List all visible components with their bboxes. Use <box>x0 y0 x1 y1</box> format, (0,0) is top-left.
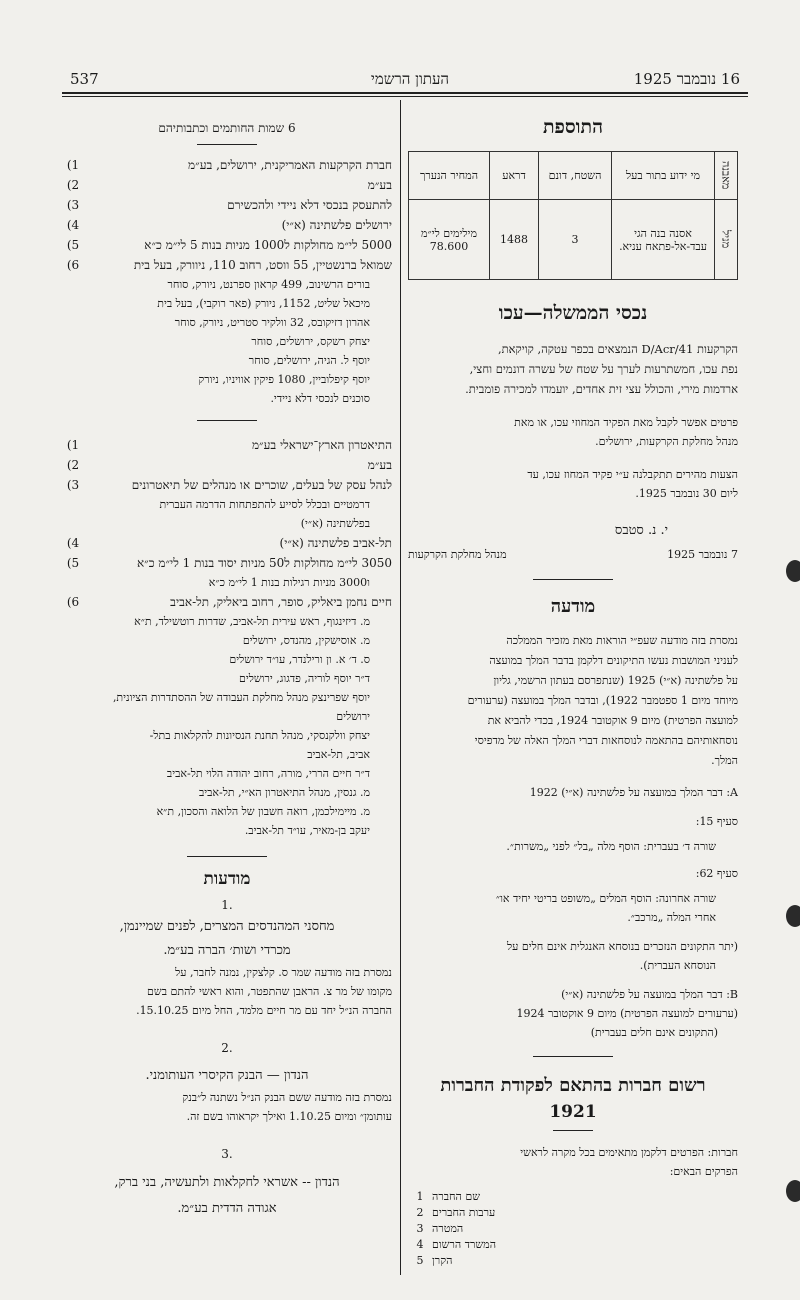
addendum-table <box>408 151 738 280</box>
header-date: 16 נובמבר 1925 <box>633 70 740 88</box>
body-line: ליום 30 נובמבר 1925. <box>635 487 738 500</box>
list-item: 5) 5000 לי״מ מחולקות ל1000 מניות בנות 5 לי״מ כ״א <box>66 238 392 252</box>
list-item: 3) לנהל עסק של בעלים, שוכרים או מנהלים של תיאטרונים <box>66 478 392 492</box>
table-header: המחיר הנערך <box>409 152 490 200</box>
clause-62-text: אחרי המלה „מרכב״. <box>627 911 716 924</box>
signatory-line: יוסף ל. הגיה, ירושלים, סוחר <box>248 354 370 367</box>
right-column <box>408 110 738 1269</box>
notices-block <box>62 869 392 1222</box>
notice-number: .1 <box>221 898 233 912</box>
header-rule-thin <box>62 96 748 97</box>
registry-item: 4 המשרד הרשום <box>416 1238 497 1251</box>
body-line: נמסרת בזה מודעה שעפ״י הוראות מאת מזכיר הממלכה <box>506 634 738 647</box>
body-line: ארדמות מירי, והכולל עצי זית אחדים, יועמדו למכירה פומבית. <box>465 382 738 396</box>
rest-note: (יתר התקונים הנזכרים בנוסחא האנגלית אינם חלים על <box>507 940 738 953</box>
notices-title: מודעות <box>203 869 251 889</box>
list-item: 2) בע״מ <box>66 458 392 472</box>
signatories-heading: 6 שמות החותמים וכתבותיהם <box>158 121 296 135</box>
signatory-line: בורים הרשינוב, 499 קראון ספרנט, ניורק, סוחר <box>167 278 370 291</box>
amendment-b: (התקונים אינם חלים בעברית) <box>590 1026 718 1039</box>
list-item: 3) להתעסק בנכסי דלא ניידי ולהכשירם <box>66 198 392 212</box>
notice-body-line: נמסרת בזה מודעה ששם הבנק הנ״ל נשתנה ל״בנק <box>182 1091 392 1104</box>
table-header: השטח, דונם <box>539 152 612 200</box>
registry-intro: חברות: הפרטים דלקמן מתאימים בכל מקרה לראשי <box>520 1146 738 1159</box>
table-header: מי ידוע בתור בעל <box>612 152 715 200</box>
binding-hole-mark <box>786 1180 800 1202</box>
signatory-line: יצחק רשקס, ירושלים, סוחר <box>251 335 370 348</box>
list-item: 1) חברת הקרקעות האמריקנית, ירושלים, בע״מ <box>66 158 392 172</box>
signatory-line: יצחק וולקנסקי, מנהל תחנת הנסיונות להקלאות בתל- <box>149 729 370 742</box>
registry-intro: הפרקים הבאים: <box>669 1165 738 1178</box>
notice-heading: הנדון — הבנק הקיסרי העותומני. <box>145 1068 309 1083</box>
signatory-line: אביב, תל-אביב <box>307 748 370 761</box>
list-item: 4) תל-אביב פלשתינה (א״י) <box>66 536 392 550</box>
header-rule <box>62 92 748 94</box>
journal-title: העתון הרשמי <box>370 70 450 88</box>
registry-item: 2 ערבות החברים <box>416 1206 496 1219</box>
table-cell: 1488 <box>490 200 539 280</box>
section-rule <box>533 1056 613 1057</box>
list-item: 6) חיים נחמן ביאליק, סופר, רחוב ביאליק, תל-אביב <box>66 595 392 609</box>
heading-rule <box>197 144 257 145</box>
signatory-line: ד״ר יוסף לוריה, פדגוג, ירושלים <box>239 672 370 685</box>
clause-62: סעיף 62: <box>695 867 738 880</box>
notice-number: .2 <box>221 1041 233 1055</box>
signer-name: י. נ. סטבס <box>614 523 668 538</box>
binding-hole-mark <box>786 560 800 582</box>
signatory-line: יעקב בן-מאיר, עו״ד תל-אביב. <box>244 824 370 837</box>
notice-body-line: מקומו של מר צ. הראבן שהתפטר, והוא ראשי להתם בשם <box>147 985 392 998</box>
registry-title: רשום חברות בהתאם לפקודת החברות <box>440 1075 706 1096</box>
rest-note: הנוסחא העברית). <box>639 959 716 972</box>
signatory-line: ד״ר חיים הררי, מורה, רחוב יהודה הלוי תל-אביב <box>166 767 370 780</box>
list-item: 4) ירושלים פלשתינה (א״י) <box>66 218 392 232</box>
section-rule <box>187 856 267 857</box>
notice-body-line: החברה הנ״ל יחד עם מר חיים מלמד, החל מיום 15.10.25. <box>136 1004 392 1017</box>
clause-15-text: שורה ד׳ בעברית: הוסף מלה „בל״ לפני „משרות״. <box>506 840 716 853</box>
continuation-line: דרמטיים ובכלל לסייע להתפתחות הדרמה העברית <box>159 498 370 511</box>
body-line: נפת עכו, חמשתרעות לערך על שטח של עשרה דונמים וחצי, <box>469 362 738 376</box>
list-item: 5) 3050 לי״מ מחולקות ל50 מניות יסוד בנות 1 לי״מ כ״א <box>66 556 392 570</box>
clause-15: סעיף 15: <box>695 815 738 828</box>
addendum-title: התוספת <box>542 116 604 138</box>
body-line: הצעות מהירים תתקבלנה ע״י פקיד המחוז עכו, עד <box>527 468 738 481</box>
body-line: על פלשתינה (א״י) 1925 (שנתפרסם בעתון הרשמי, גליון <box>493 674 738 687</box>
body-line: פרטים אפשר לקבל מאת הפקיד המחוזי עכו, או מאת <box>514 416 738 429</box>
signatory-line: אהרון דזיקובס, 32 וולקיר סטריט, ניורק, סוחר <box>174 316 370 329</box>
section-rule <box>197 420 257 421</box>
body-line: המלך. <box>711 754 738 767</box>
left-column <box>62 118 392 1222</box>
list-item: 1) התיאטרון הארץ־ישראלי בע״מ <box>66 438 392 452</box>
list-item: 6) שמואל ברנשטיין, 55 ווסט, רחוב 110, ניוורק, בעל בית <box>66 258 392 272</box>
column-divider <box>400 100 401 1275</box>
amendment-b: B: דבר המלך במועצה על פלשתינה (א״י) <box>561 988 738 1001</box>
signatory-line: סוכנים לנכסי דלא ניידי. <box>270 392 370 405</box>
page-number: 537 <box>70 70 99 88</box>
notice-number: .3 <box>221 1147 233 1161</box>
notice-heading: אגודה הדדית בע״מ. <box>177 1201 277 1216</box>
signer-title: מנהל מחלקת הקרקעות <box>408 548 507 561</box>
table-side-header: מאבנה <box>715 152 738 200</box>
table-header: דראע <box>490 152 539 200</box>
notice-heading: הנדון -- אשראי לחקלאות ולתעשיה, בני ברק, <box>114 1175 340 1190</box>
notice-title: מודעה <box>550 596 596 617</box>
table-cell: אסנה בנה הגי עבד-אל-פתאח עניא. <box>612 200 715 280</box>
company2-block <box>62 435 392 840</box>
registry-item: 5 הקרן <box>416 1254 453 1267</box>
signatory-line: יוסף קיפלוביין, 1080 פיקין אוויניו, ניורק <box>198 373 370 386</box>
registry-item: 1 שם החברה <box>416 1190 481 1203</box>
table-cell: מילימים לי״מ 78.600 <box>409 200 490 280</box>
body-line: מנהל מחלקת הקרקעות, ירושלים. <box>595 435 738 448</box>
signatory-line: מ. גנסין, מנהל התיאטרון הא״י, תל-אביב <box>198 786 370 799</box>
section-rule <box>553 1130 593 1131</box>
signatory-line: יוסף שפרינצק מנהל מחלקת העבודה של ההסתדרות הציונית, <box>112 691 370 704</box>
signatory-line: מ. מיימילכמן, רואה חשבון של הלואה והסכון, ת״א <box>156 805 370 818</box>
registry-year: 1921 <box>549 1102 597 1122</box>
body-line: למועצה הפרטית) מיום 9 אוקטובר 1924, בכדי להביא את <box>487 714 738 727</box>
binding-hole-mark <box>786 905 800 927</box>
gov-property-title: נכסי הממשלה—עכו <box>498 302 648 324</box>
body-line: נוסחאותיהם בהתאמה לנוסחאות דברי המלך האלה של מדפיסי <box>474 734 738 747</box>
notice-heading: מחסני המהנדסים המצרים, לפנים שמיינמן, <box>119 919 335 934</box>
continuation-line: ו3000 מניות רגילות בנות 1 לי״מ כ״א <box>208 576 370 589</box>
amendment-b: (ערעורים למועצה הפרטית) מיום 9 אוקטובר 1924 <box>516 1007 738 1020</box>
signatory-line: מ. אוסישקין, מהנדס, ירושלים <box>242 634 370 647</box>
section-rule <box>533 579 613 580</box>
signatory-line: מ. דיזינגוף, ראש עירית תל-אביב, שדרות רוטשילד, ת״א <box>134 615 370 628</box>
notice-heading: מכרדי ושות׳ הברה בע״מ. <box>163 943 291 958</box>
body-line: הקרקעות D/Acr/41 הנמצאים בכפר עטקה, קויקאת, <box>497 342 738 356</box>
list-item: 2) בע״מ <box>66 178 392 192</box>
clause-62-text: שורה אחרונה: הוסף המלים „משופט בריטי יחיד או״ <box>495 892 716 905</box>
signer-date: 7 נובמבר 1925 <box>667 548 738 561</box>
signatory-line: מיכאל שליט, 1152, ניורק (פאר רוקבי), בעל בית <box>157 297 370 310</box>
table-cell: 3 <box>539 200 612 280</box>
notice-body-line: נמסרת בזה מודעה שמר ס. קלצקין, נמנה לחבר, על <box>175 966 392 979</box>
registry-item: 3 המטרה <box>416 1222 464 1235</box>
signatory-line: ס. ד׳ א. ון ורילנדר, עו״ד ירושלים <box>229 653 370 666</box>
body-line: לעניני המושבות נעשו התיקונים דלקמן בדבר המלך במועצה <box>489 654 738 667</box>
company1-block <box>62 155 392 408</box>
body-line: מיוחד מיום 1 ספטמבר 1922), ובדבר המלך במועצה (ערעורים <box>467 694 738 707</box>
notice-body-line: עותומן״ ומיום 1.10.25 ואילך יקראוהו בשם זה. <box>186 1110 392 1123</box>
continuation-line: בפלשתינה (א״י) <box>300 517 370 530</box>
table-side-cell: מניל <box>715 200 738 280</box>
amendment-a: A: דבר המלך במועצה על פלשתינה (א״י) 1922 <box>529 786 738 799</box>
signatory-line: ירושלים <box>336 710 370 723</box>
